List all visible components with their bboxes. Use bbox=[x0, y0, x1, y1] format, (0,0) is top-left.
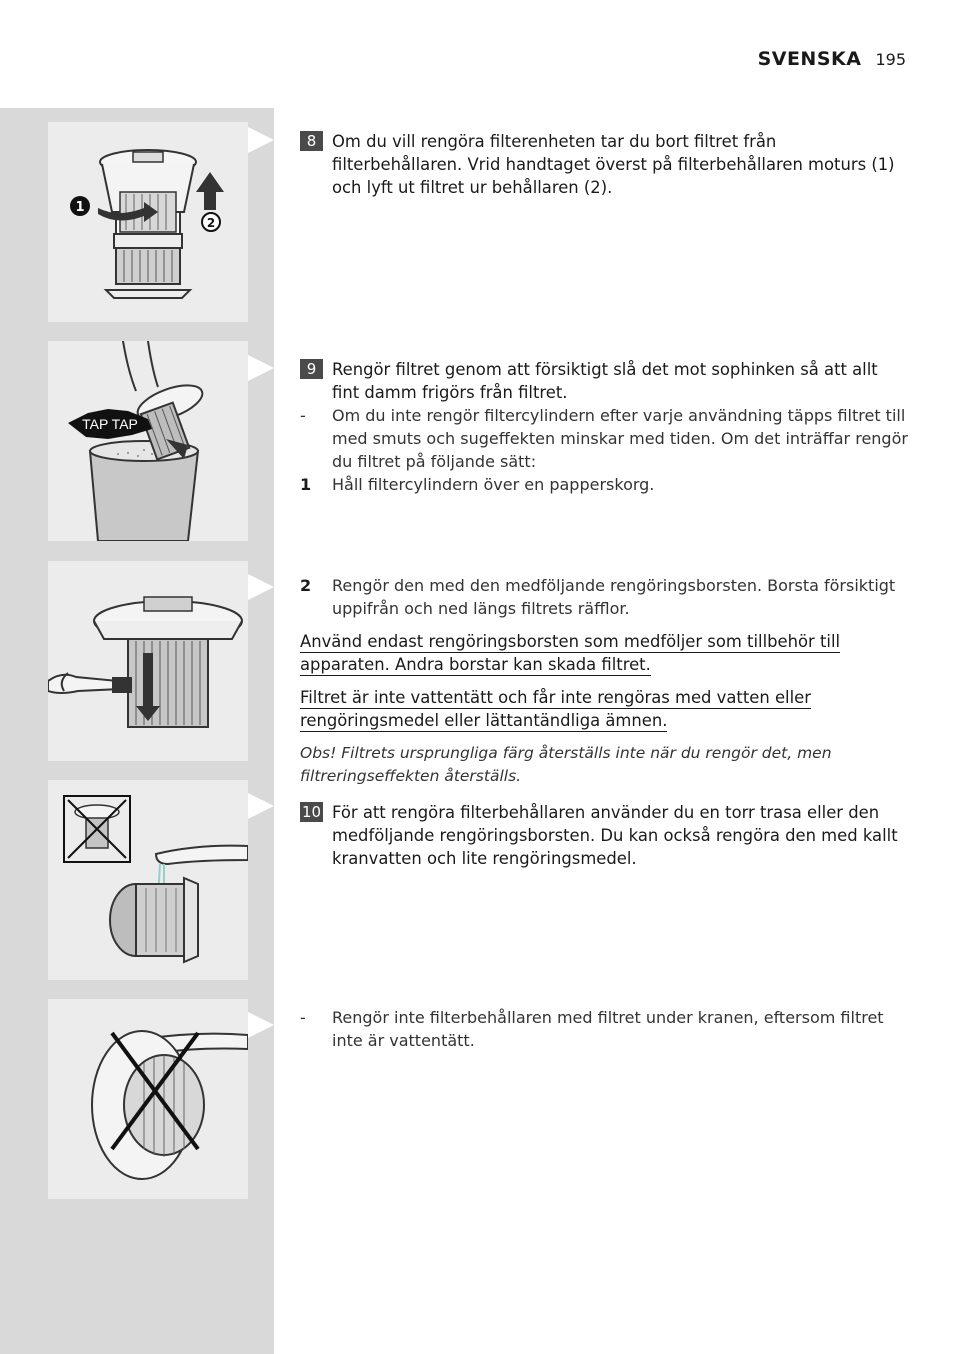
figure-remove-filter bbox=[48, 122, 248, 322]
panel-pointer bbox=[248, 355, 274, 381]
callout-2: 2 bbox=[206, 216, 216, 230]
step-number-badge: 9 bbox=[300, 359, 323, 379]
step-number-badge: 8 bbox=[300, 131, 323, 151]
figure-no-rinse-with-filter bbox=[48, 999, 248, 1199]
substep-number: 2 bbox=[300, 576, 312, 595]
step-9-text: Rengör filtret genom att försiktigt slå det mot sophinken så att allt fint damm frigörs från filtret. bbox=[332, 360, 878, 402]
substep-2-text: Rengör den med den medföljande rengöringsborsten. Borsta försiktigt uppifrån och ned längs filtrets räfflor. bbox=[332, 576, 896, 618]
tap-filter-illustration bbox=[48, 341, 248, 541]
caution-brush-line-1: Använd endast rengöringsborsten som medföljer som tillbehör till bbox=[300, 632, 841, 651]
caution-water-line-2: rengöringsmedel eller lättantändliga ämnen. bbox=[300, 711, 668, 730]
figure-rinse-housing bbox=[48, 780, 248, 980]
rinse-housing-illustration bbox=[48, 780, 248, 980]
step-9-block bbox=[300, 358, 910, 496]
step-9-bullet: Om du inte rengör filtercylindern efter varje användning täpps filtret till med smuts och sugeffekten minskar med tiden. Om det inträffar rengör du filtret på följande sätt: bbox=[332, 406, 908, 471]
language-label: SVENSKA bbox=[757, 48, 862, 70]
caution-brush bbox=[300, 630, 910, 676]
substep-number: 1 bbox=[300, 475, 312, 494]
step-9-continued-block bbox=[300, 574, 910, 788]
page-number: 195 bbox=[875, 50, 906, 69]
step-number-badge: 10 bbox=[301, 803, 322, 821]
panel-pointer bbox=[248, 793, 274, 819]
tap-label: TAP TAP bbox=[82, 416, 138, 432]
step-10-block bbox=[300, 801, 910, 870]
panel-pointer bbox=[248, 1012, 274, 1038]
bullet-mark: - bbox=[300, 1008, 306, 1027]
panel-pointer bbox=[248, 574, 274, 600]
step-10-bullet-block bbox=[300, 1006, 910, 1052]
step-10-text: För att rengöra filterbehållaren använder du en torr trasa eller den medföljande rengöringsborsten. Du kan också rengöra den med kallt kranvatten och lite rengöringsmedel. bbox=[332, 803, 898, 868]
caution-water bbox=[300, 686, 910, 732]
bullet-mark: - bbox=[300, 406, 306, 425]
step-10-bullet: Rengör inte filterbehållaren med filtret under kranen, eftersom filtret inte är vattentätt. bbox=[332, 1008, 884, 1050]
remove-filter-illustration bbox=[48, 122, 248, 322]
figure-brush-filter bbox=[48, 561, 248, 761]
step-8-text: Om du vill rengöra filterenheten tar du bort filtret från filterbehållaren. Vrid handtaget överst på filterbehållaren moturs (1) och lyft ut filtret ur behållaren (2). bbox=[332, 132, 895, 197]
panel-pointer bbox=[248, 127, 274, 153]
caution-water-line-1: Filtret är inte vattentätt och får inte rengöras med vatten eller bbox=[300, 688, 811, 707]
no-rinse-with-filter-illustration bbox=[48, 999, 248, 1199]
caution-brush-line-2: apparaten. Andra borstar kan skada filtret. bbox=[300, 655, 651, 674]
callout-1: 1 bbox=[75, 200, 85, 215]
step-8-block bbox=[300, 130, 910, 199]
note-text: Obs! Filtrets ursprungliga färg återställs inte när du rengör det, men filtreringseffekten återställs. bbox=[300, 744, 832, 785]
figure-tap-filter bbox=[48, 341, 248, 541]
substep-1-text: Håll filtercylindern över en papperskorg. bbox=[332, 475, 655, 494]
brush-filter-illustration bbox=[48, 561, 248, 761]
page-header bbox=[758, 48, 906, 70]
